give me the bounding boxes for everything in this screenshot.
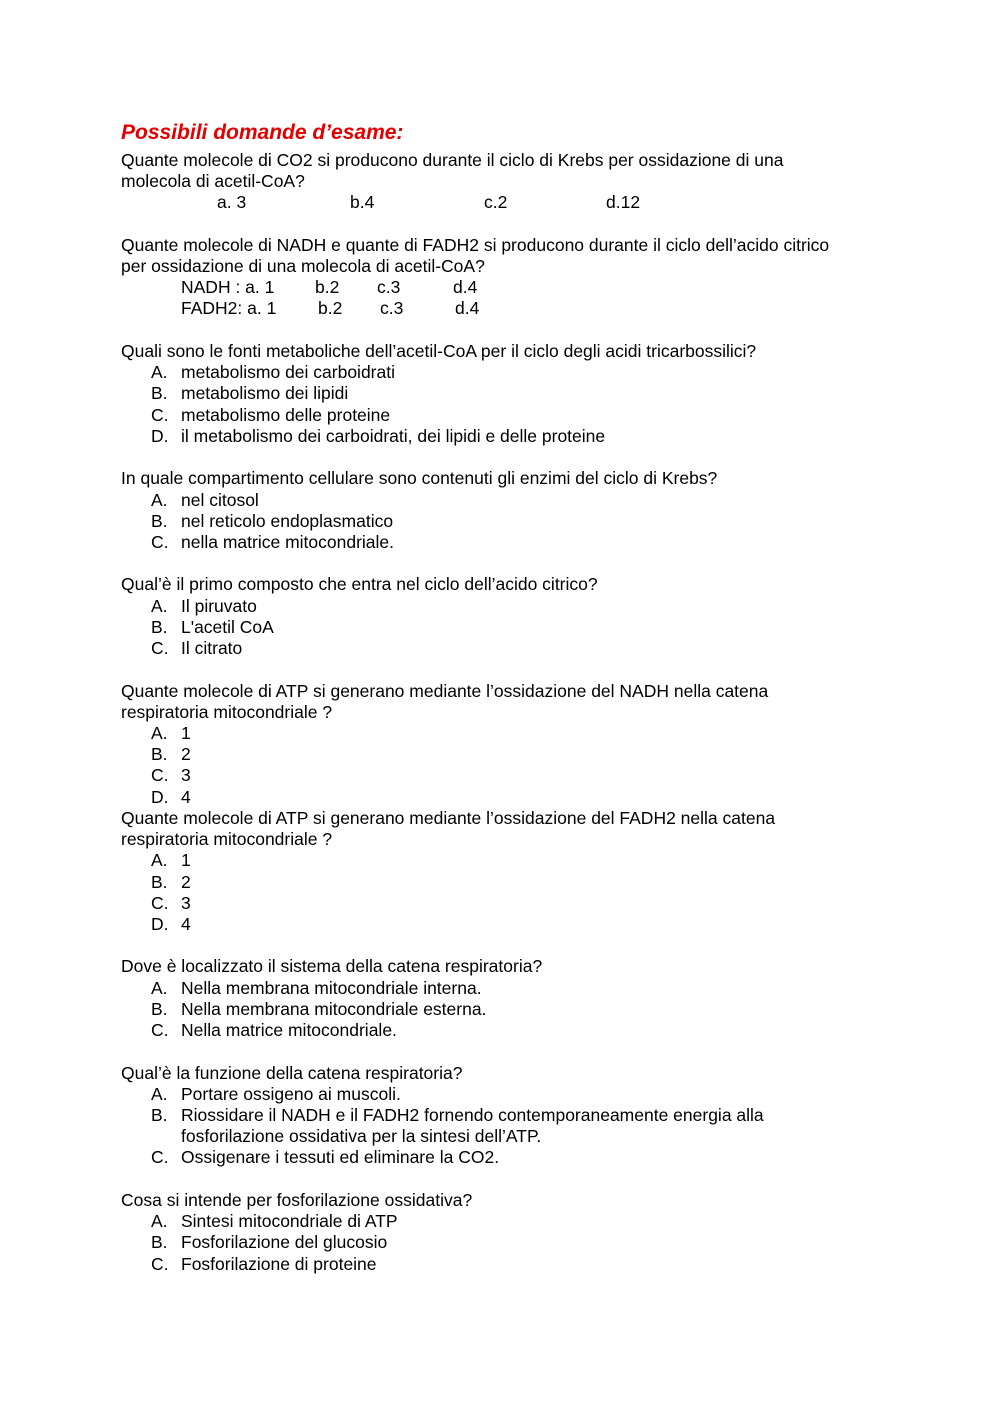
question-4-marker-a: A.	[151, 490, 168, 510]
question-1-option-d: d.12	[606, 192, 641, 212]
question-3-marker-a: A.	[151, 362, 168, 382]
question-6-marker-c: C.	[151, 765, 169, 785]
question-9-marker-c: C.	[151, 1147, 169, 1167]
question-9-option-a: Portare ossigeno ai muscoli.	[181, 1084, 401, 1104]
question-2-nadh-option-a: NADH : a. 1	[181, 277, 275, 297]
question-2-fadh2-option-a: FADH2: a. 1	[181, 298, 277, 318]
question-3-option-d: il metabolismo dei carboidrati, dei lipidi e delle proteine	[181, 426, 606, 446]
question-8-marker-b: B.	[151, 999, 168, 1019]
question-1-option-b: b.4	[350, 192, 375, 212]
question-7-marker-c: C.	[151, 893, 169, 913]
question-6-marker-a: A.	[151, 723, 168, 743]
question-10-option-c: Fosforilazione di proteine	[181, 1254, 377, 1274]
question-3-marker-d: D.	[151, 426, 169, 446]
question-5-marker-a: A.	[151, 596, 168, 616]
question-8-marker-c: C.	[151, 1020, 169, 1040]
page-title: Possibili domande d’esame:	[121, 121, 404, 144]
question-9-marker-a: A.	[151, 1084, 168, 1104]
question-1-text-line-1: Quante molecole di CO2 si producono durante il ciclo di Krebs per ossidazione di una	[121, 150, 784, 170]
question-5-text: Qual’è il primo composto che entra nel ciclo dell’acido citrico?	[121, 574, 598, 594]
question-3-option-a: metabolismo dei carboidrati	[181, 362, 395, 382]
question-1-text-line-2: molecola di acetil-CoA?	[121, 171, 305, 191]
question-7-option-a: 1	[181, 850, 191, 870]
question-6-text-line-1: Quante molecole di ATP si generano mediante l’ossidazione del NADH nella catena	[121, 681, 769, 701]
question-7-marker-a: A.	[151, 850, 168, 870]
question-10-marker-c: C.	[151, 1254, 169, 1274]
question-5-option-c: Il citrato	[181, 638, 243, 658]
question-7-text-line-1: Quante molecole di ATP si generano mediante l’ossidazione del FADH2 nella catena	[121, 808, 776, 828]
question-3-option-c: metabolismo delle proteine	[181, 405, 391, 425]
question-9-option-b-line-2: fosforilazione ossidativa per la sintesi dell’ATP.	[181, 1126, 542, 1146]
question-7-marker-d: D.	[151, 914, 169, 934]
question-6-option-c: 3	[181, 765, 191, 785]
question-4-marker-c: C.	[151, 532, 169, 552]
question-2-fadh2-option-d: d.4	[455, 298, 480, 318]
question-2-fadh2-option-b: b.2	[318, 298, 343, 318]
question-5-marker-c: C.	[151, 638, 169, 658]
question-2-nadh-option-d: d.4	[453, 277, 478, 297]
question-4-option-b: nel reticolo endoplasmatico	[181, 511, 394, 531]
question-8-marker-a: A.	[151, 978, 168, 998]
question-5-option-a: Il piruvato	[181, 596, 257, 616]
question-2-text-line-1: Quante molecole di NADH e quante di FADH2 si producono durante il ciclo dell’acido citrico	[121, 235, 830, 255]
question-10-option-a: Sintesi mitocondriale di ATP	[181, 1211, 398, 1231]
question-7-option-b: 2	[181, 872, 191, 892]
question-6-option-d: 4	[181, 787, 191, 807]
question-2-nadh-option-c: c.3	[377, 277, 401, 297]
question-7-marker-b: B.	[151, 872, 168, 892]
question-3-marker-b: B.	[151, 383, 168, 403]
question-5-marker-b: B.	[151, 617, 168, 637]
question-7-text-line-2: respiratoria mitocondriale ?	[121, 829, 333, 849]
question-4-option-c: nella matrice mitocondriale.	[181, 532, 395, 552]
question-10-text: Cosa si intende per fosforilazione ossidativa?	[121, 1190, 473, 1210]
question-6-marker-d: D.	[151, 787, 169, 807]
question-8-option-a: Nella membrana mitocondriale interna.	[181, 978, 482, 998]
question-2-nadh-option-b: b.2	[315, 277, 340, 297]
question-5-option-b: L'acetil CoA	[181, 617, 274, 637]
question-10-marker-a: A.	[151, 1211, 168, 1231]
question-7-option-d: 4	[181, 914, 191, 934]
question-6-marker-b: B.	[151, 744, 168, 764]
question-1-option-c: c.2	[484, 192, 508, 212]
question-4-marker-b: B.	[151, 511, 168, 531]
question-6-option-b: 2	[181, 744, 191, 764]
question-9-marker-b: B.	[151, 1105, 168, 1125]
question-4-text: In quale compartimento cellulare sono contenuti gli enzimi del ciclo di Krebs?	[121, 468, 718, 488]
question-8-option-c: Nella matrice mitocondriale.	[181, 1020, 397, 1040]
question-10-option-b: Fosforilazione del glucosio	[181, 1232, 388, 1252]
question-10-marker-b: B.	[151, 1232, 168, 1252]
question-2-fadh2-option-c: c.3	[380, 298, 404, 318]
question-9-option-b: Riossidare il NADH e il FADH2 fornendo contemporaneamente energia alla	[181, 1105, 764, 1125]
question-3-option-b: metabolismo dei lipidi	[181, 383, 349, 403]
question-1-option-a: a. 3	[217, 192, 247, 212]
question-6-text-line-2: respiratoria mitocondriale ?	[121, 702, 333, 722]
question-7-option-c: 3	[181, 893, 191, 913]
question-9-text: Qual’è la funzione della catena respiratoria?	[121, 1063, 463, 1083]
question-4-option-a: nel citosol	[181, 490, 259, 510]
question-3-text: Quali sono le fonti metaboliche dell’acetil-CoA per il ciclo degli acidi tricarbossilici?	[121, 341, 757, 361]
question-6-option-a: 1	[181, 723, 191, 743]
question-8-text: Dove è localizzato il sistema della catena respiratoria?	[121, 956, 543, 976]
question-2-text-line-2: per ossidazione di una molecola di acetil-CoA?	[121, 256, 485, 276]
question-3-marker-c: C.	[151, 405, 169, 425]
question-8-option-b: Nella membrana mitocondriale esterna.	[181, 999, 487, 1019]
question-9-option-c: Ossigenare i tessuti ed eliminare la CO2.	[181, 1147, 500, 1167]
